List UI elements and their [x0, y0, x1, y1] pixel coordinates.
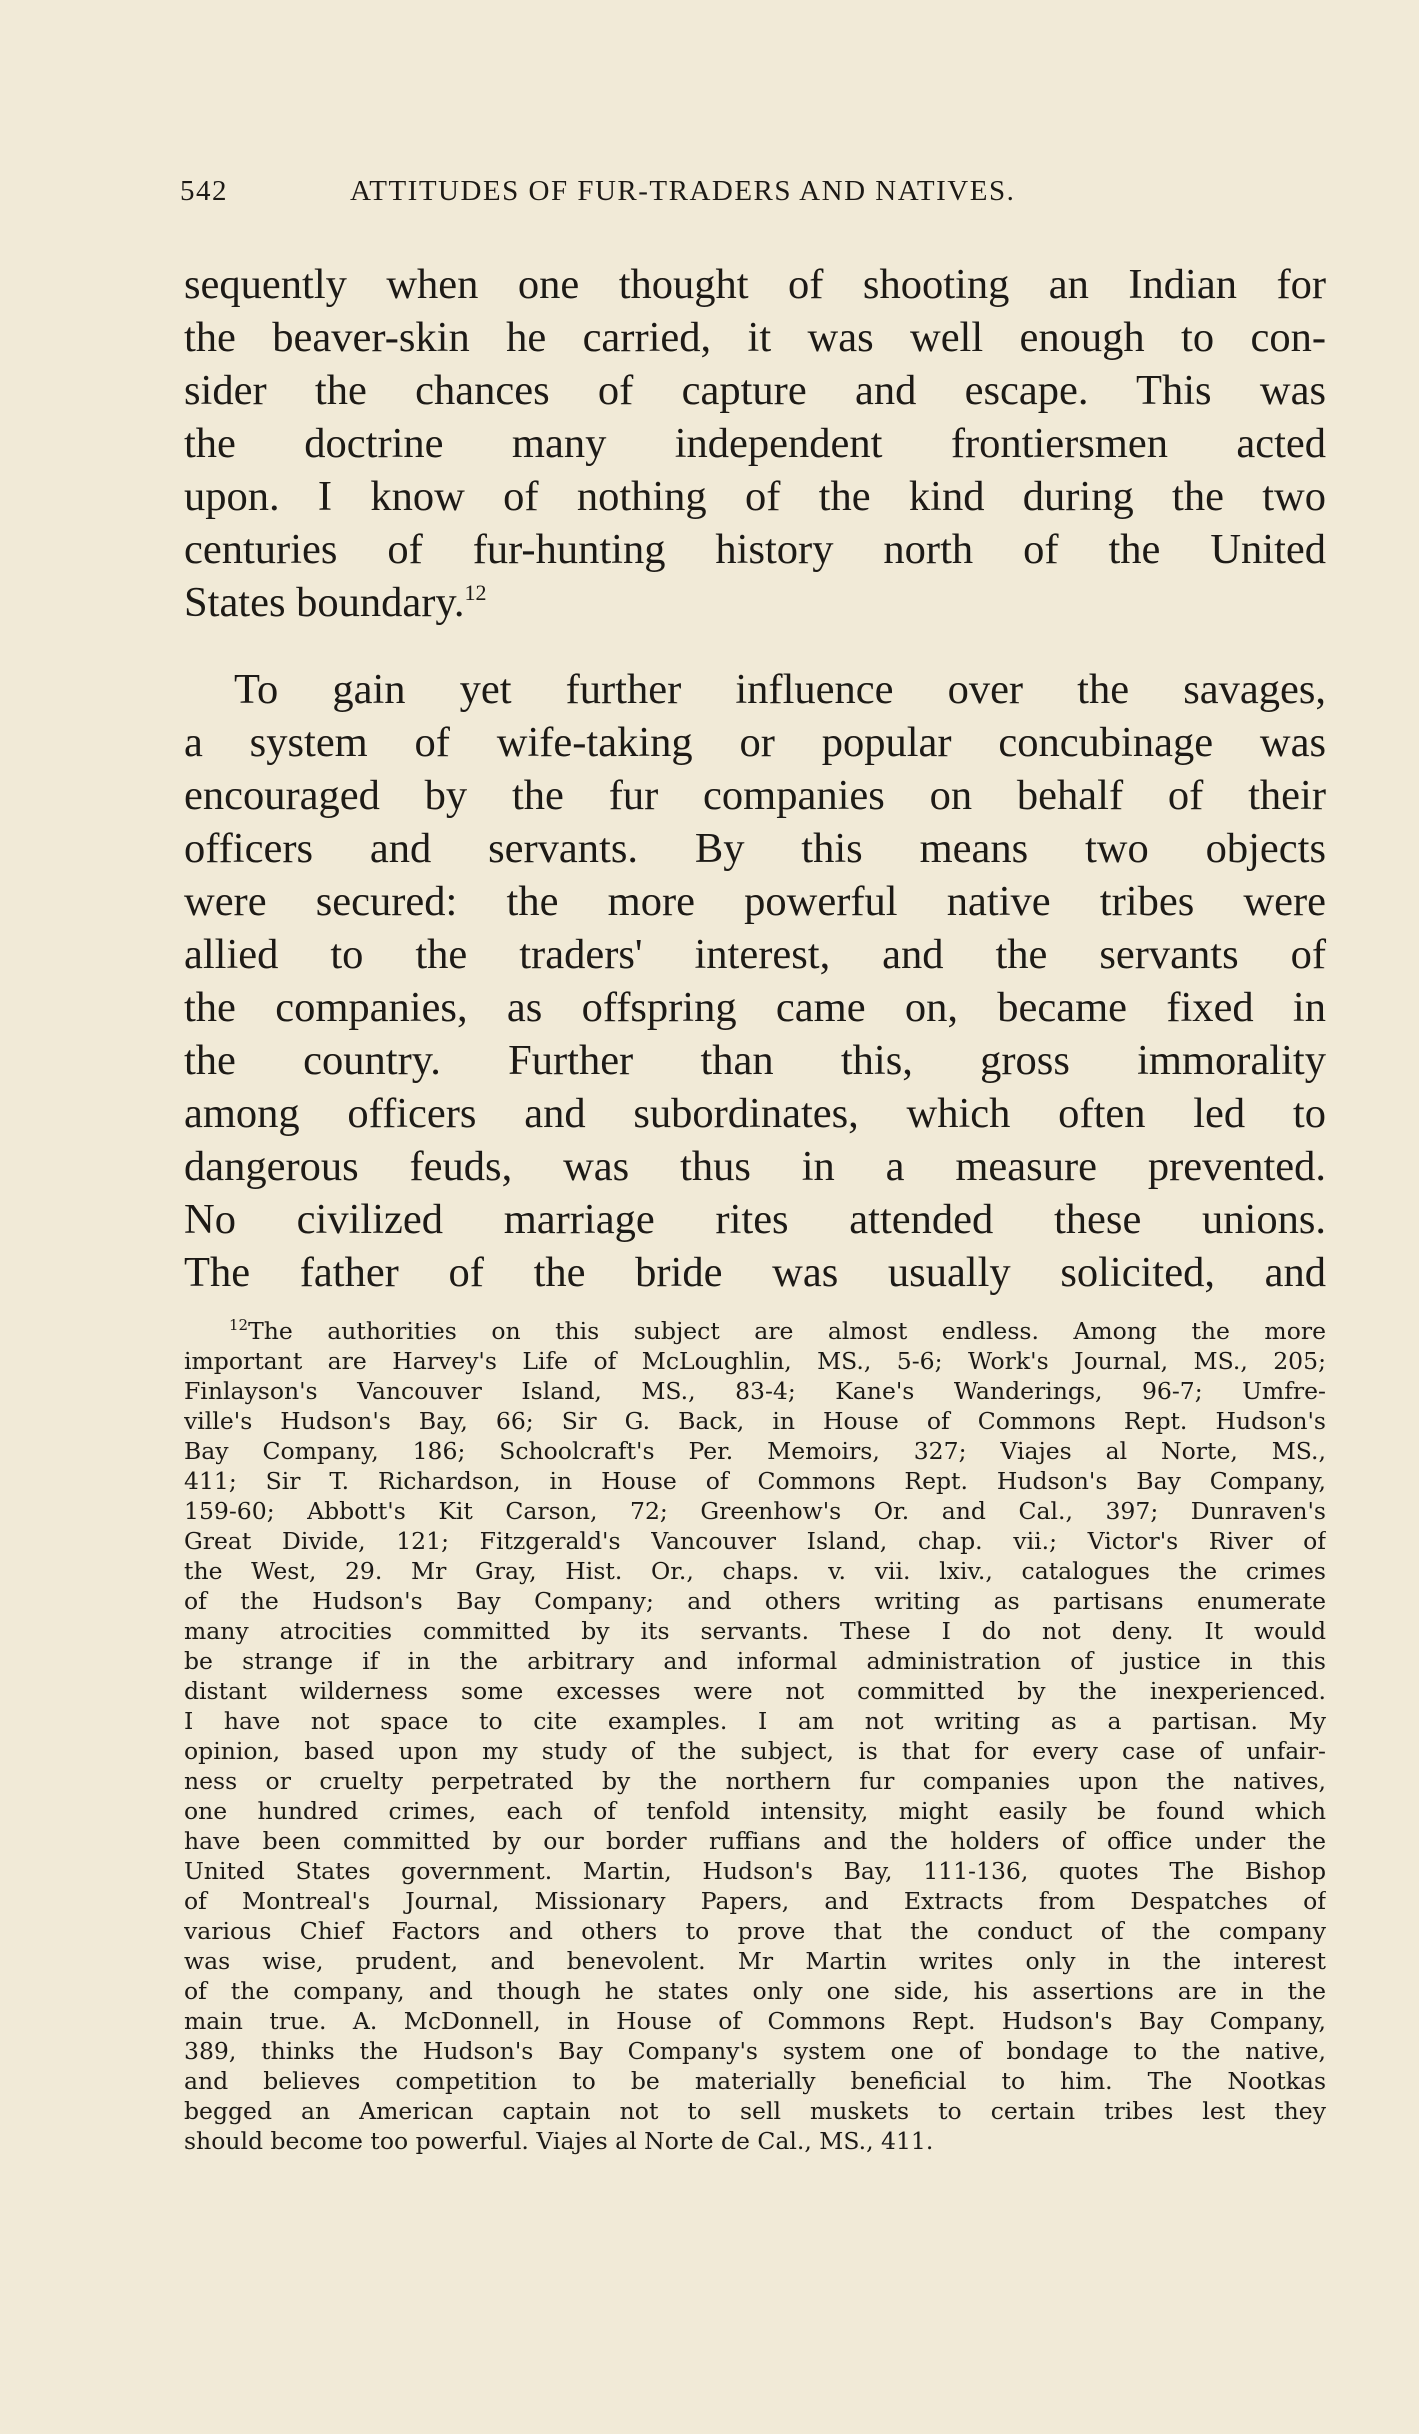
body-line: officers and servants. By this means two objects: [184, 825, 1326, 872]
footnote-line: of Montreal's Journal, Missionary Papers, and Extracts from Despatches of: [184, 1887, 1326, 1915]
footnote-line: important are Harvey's Life of McLoughlin, MS., 5-6; Work's Journal, MS., 205;: [184, 1347, 1326, 1375]
footnote-line: one hundred crimes, each of tenfold intensity, might easily be found which: [184, 1797, 1326, 1825]
footnote-line: 159-60; Abbott's Kit Carson, 72; Greenhow's Or. and Cal., 397; Dunraven's: [184, 1497, 1326, 1525]
running-title: ATTITUDES OF FUR-TRADERS AND NATIVES.: [350, 175, 1016, 207]
footnote-line-last: should become too powerful. Viajes al Norte de Cal., MS., 411.: [184, 2127, 934, 2155]
body-line: were secured: the more powerful native tribes were: [184, 878, 1326, 925]
body-line: To gain yet further influence over the savages,: [234, 666, 1326, 713]
body-line: No civilized marriage rites attended these unions.: [184, 1196, 1326, 1243]
footnote-line: ville's Hudson's Bay, 66; Sir G. Back, in House of Commons Rept. Hudson's: [184, 1407, 1326, 1435]
footnote-line: begged an American captain not to sell muskets to certain tribes lest they: [184, 2097, 1326, 2125]
body-line: sider the chances of capture and escape. This was: [184, 367, 1326, 414]
footnote-line: have been committed by our border ruffians and the holders of office under the: [184, 1827, 1326, 1855]
body-line: the beaver-skin he carried, it was well enough to con-: [184, 314, 1326, 361]
footnote-line: main true. A. McDonnell, in House of Commons Rept. Hudson's Bay Company,: [184, 2007, 1326, 2035]
body-line: a system of wife-taking or popular concubinage was: [184, 719, 1326, 766]
footnote-line: distant wilderness some excesses were not committed by the inexperienced.: [184, 1677, 1326, 1705]
body-line: allied to the traders' interest, and the servants of: [184, 931, 1326, 978]
running-head: [180, 175, 1190, 215]
footnote-line: the West, 29. Mr Gray, Hist. Or., chaps. v. vii. lxiv., catalogues the crimes: [184, 1557, 1326, 1585]
footnote-line: opinion, based upon my study of the subject, is that for every case of unfair-: [184, 1737, 1326, 1765]
body-line: encouraged by the fur companies on behalf of their: [184, 772, 1326, 819]
body-line-last: [184, 576, 1326, 629]
body-line: among officers and subordinates, which often led to: [184, 1090, 1326, 1137]
footnote-line: was wise, prudent, and benevolent. Mr Martin writes only in the interest: [184, 1947, 1326, 1975]
body-line: upon. I know of nothing of the kind during the two: [184, 473, 1326, 520]
body-line: sequently when one thought of shooting an Indian for: [184, 261, 1326, 308]
body-line: the country. Further than this, gross immorality: [184, 1037, 1326, 1084]
footnote-line: Great Divide, 121; Fitzgerald's Vancouver Island, chap. vii.; Victor's River of: [184, 1527, 1326, 1555]
footnote-reference: 12: [464, 580, 487, 605]
footnote-line: ness or cruelty perpetrated by the northern fur companies upon the natives,: [184, 1767, 1326, 1795]
footnote-line: 411; Sir T. Richardson, in House of Commons Rept. Hudson's Bay Company,: [184, 1467, 1326, 1495]
footnote-line: United States government. Martin, Hudson's Bay, 111-136, quotes The Bishop: [184, 1857, 1326, 1885]
footnote-line: Bay Company, 186; Schoolcraft's Per. Memoirs, 327; Viajes al Norte, MS.,: [184, 1437, 1326, 1465]
body-line: the doctrine many independent frontiersmen acted: [184, 420, 1326, 467]
footnote-line: of the Hudson's Bay Company; and others writing as partisans enumerate: [184, 1587, 1326, 1615]
footnote-line: be strange if in the arbitrary and informal administration of justice in this: [184, 1647, 1326, 1675]
footnote-line: I have not space to cite examples. I am not writing as a partisan. My: [184, 1707, 1326, 1735]
footnote-line: many atrocities committed by its servants. These I do not deny. It would: [184, 1617, 1326, 1645]
footnote-line: and believes competition to be materially beneficial to him. The Nootkas: [184, 2067, 1326, 2095]
body-line: centuries of fur-hunting history north of the United: [184, 526, 1326, 573]
footnote-line: 389, thinks the Hudson's Bay Company's system one of bondage to the native,: [184, 2037, 1326, 2065]
body-line: the companies, as offspring came on, became fixed in: [184, 984, 1326, 1031]
footnote-line: Finlayson's Vancouver Island, MS., 83-4; Kane's Wanderings, 96-7; Umfre-: [184, 1377, 1326, 1405]
footnote-marker: 12: [229, 1316, 249, 1334]
body-line-text: States boundary.: [184, 579, 465, 626]
body-line: dangerous feuds, was thus in a measure prevented.: [184, 1143, 1326, 1190]
footnote-line-text: The authorities on this subject are almost endless. Among the more: [248, 1317, 1326, 1345]
footnote-line-first: [184, 1316, 1326, 1346]
body-line: The father of the bride was usually solicited, and: [184, 1249, 1326, 1296]
footnote-line: various Chief Factors and others to prove that the conduct of the company: [184, 1917, 1326, 1945]
page-number: 542: [180, 175, 228, 207]
footnote-line: of the company, and though he states only one side, his assertions are in the: [184, 1977, 1326, 2005]
